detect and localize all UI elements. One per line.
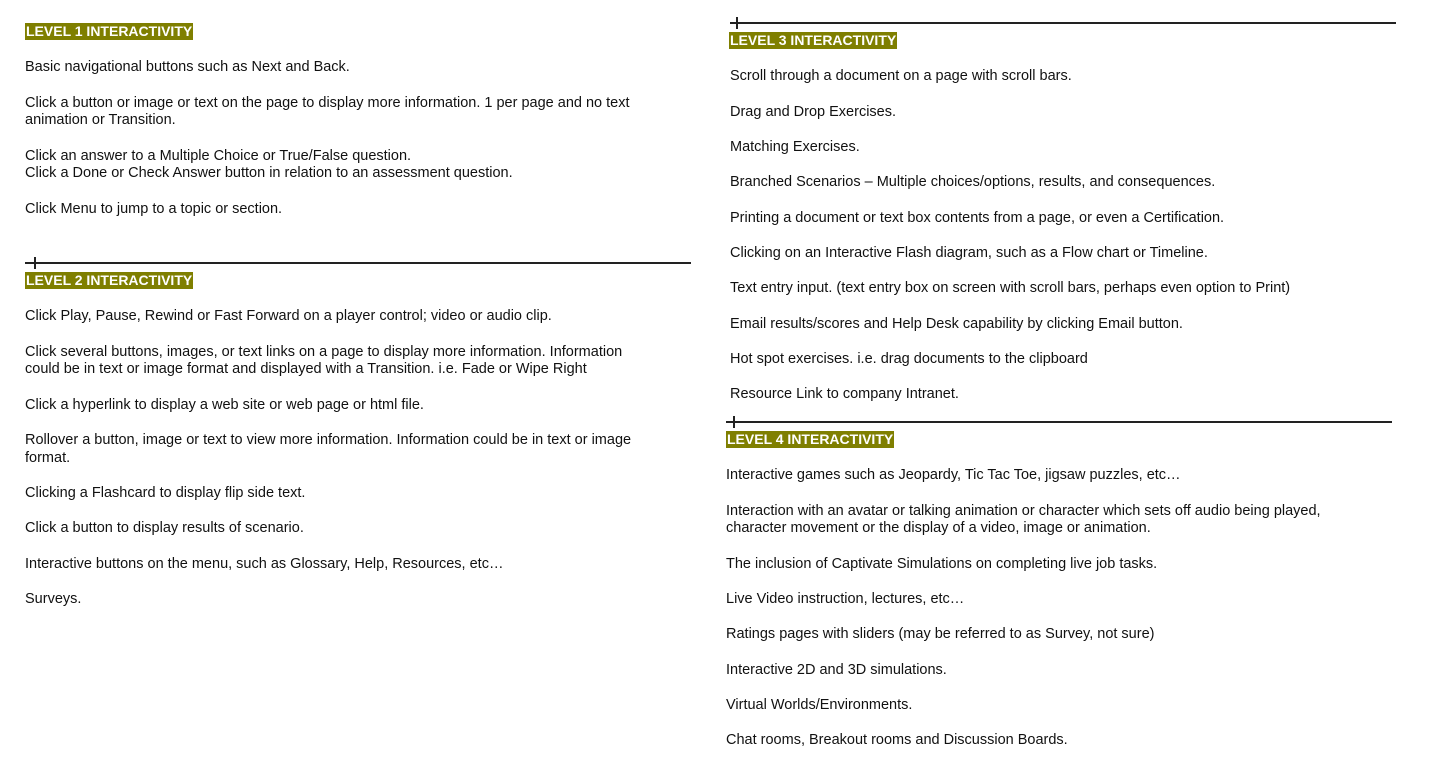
- level3-heading: LEVEL 3 INTERACTIVITY: [730, 32, 897, 48]
- level3-item: Drag and Drop Exercises.: [730, 104, 897, 120]
- level1-heading: LEVEL 1 INTERACTIVITY: [26, 23, 193, 39]
- divider-tick: [736, 17, 738, 29]
- level2-item: Rollover a button, image or text to view more information. Information could be in text or image: [25, 432, 632, 448]
- section-divider: [25, 262, 691, 264]
- level4-item: Chat rooms, Breakout rooms and Discussion Boards.: [726, 732, 1068, 748]
- level1-item: Click a Done or Check Answer button in relation to an assessment question.: [25, 165, 513, 181]
- level3-item: Resource Link to company Intranet.: [730, 386, 959, 402]
- level2-item: Clicking a Flashcard to display flip side text.: [25, 485, 306, 501]
- level3-item: Scroll through a document on a page with scroll bars.: [730, 68, 1072, 84]
- level4-item: Live Video instruction, lectures, etc…: [726, 591, 965, 607]
- level3-item: Matching Exercises.: [730, 139, 860, 155]
- level2-item: format.: [25, 450, 71, 466]
- divider-tick: [733, 416, 735, 428]
- level3-item: Clicking on an Interactive Flash diagram, such as a Flow chart or Timeline.: [730, 245, 1208, 261]
- level3-item: Text entry input. (text entry box on screen with scroll bars, perhaps even option to Print): [730, 280, 1291, 296]
- level4-item: Interaction with an avatar or talking animation or character which sets off audio being played,: [726, 503, 1321, 519]
- level2-item: Surveys.: [25, 591, 82, 607]
- level1-item: animation or Transition.: [25, 112, 176, 128]
- level1-item: Click Menu to jump to a topic or section.: [25, 201, 283, 217]
- level4-item: Virtual Worlds/Environments.: [726, 697, 913, 713]
- level3-item: Printing a document or text box contents from a page, or even a Certification.: [730, 210, 1225, 226]
- level4-item: Interactive games such as Jeopardy, Tic Tac Toe, jigsaw puzzles, etc…: [726, 467, 1181, 483]
- level3-item: Hot spot exercises. i.e. drag documents to the clipboard: [730, 351, 1088, 367]
- level2-item: Click a button to display results of scenario.: [25, 520, 304, 536]
- level1-item: Basic navigational buttons such as Next and Back.: [25, 59, 350, 75]
- section-divider: [726, 421, 1392, 423]
- level4-item: Interactive 2D and 3D simulations.: [726, 662, 947, 678]
- level3-item: Email results/scores and Help Desk capability by clicking Email button.: [730, 316, 1183, 332]
- level2-item: could be in text or image format and displayed with a Transition. i.e. Fade or Wipe Right: [25, 361, 587, 377]
- level2-item: Click Play, Pause, Rewind or Fast Forward on a player control; video or audio clip.: [25, 308, 552, 324]
- level2-heading: LEVEL 2 INTERACTIVITY: [26, 272, 193, 288]
- divider-tick: [34, 257, 36, 269]
- level2-item: Click several buttons, images, or text links on a page to display more information. Information: [25, 344, 623, 360]
- level2-item: Interactive buttons on the menu, such as Glossary, Help, Resources, etc…: [25, 556, 504, 572]
- level4-item: character movement or the display of a video, image or animation.: [726, 520, 1151, 536]
- level4-item: The inclusion of Captivate Simulations on completing live job tasks.: [726, 556, 1158, 572]
- level1-item: Click an answer to a Multiple Choice or True/False question.: [25, 148, 412, 164]
- level1-item: Click a button or image or text on the page to display more information. 1 per page and no text: [25, 95, 630, 111]
- level4-heading: LEVEL 4 INTERACTIVITY: [727, 431, 894, 447]
- level2-item: Click a hyperlink to display a web site or web page or html file.: [25, 397, 424, 413]
- level4-item: Ratings pages with sliders (may be referred to as Survey, not sure): [726, 626, 1155, 642]
- section-divider: [730, 22, 1396, 24]
- level3-item: Branched Scenarios – Multiple choices/options, results, and consequences.: [730, 174, 1216, 190]
